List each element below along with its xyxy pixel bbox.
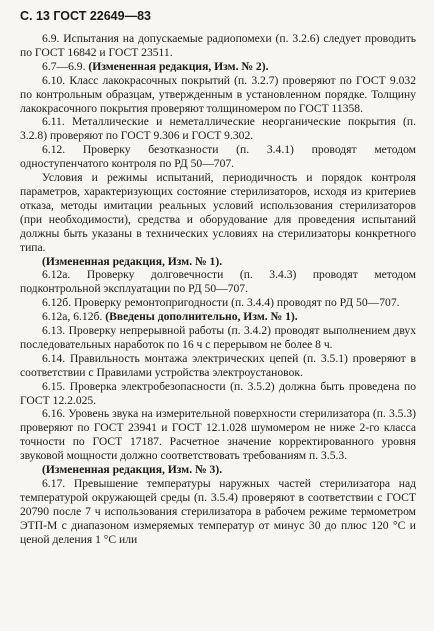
amendment-note-6-12a-6-12b [20,310,416,324]
paragraph-text: 6.14. Правильность монтажа электрических цепей (п. 3.5.1) проверяют в соответствии с Правилами устройства электроустановок. [20,351,416,379]
paragraph-6-12b [20,296,416,310]
paragraph-6-9 [20,32,416,60]
page-header: С. 13 ГОСТ 22649—83 [20,9,151,23]
paragraph-6-12 [20,143,416,171]
paragraph-text: 6.12б. Проверку ремонтопригодности (п. 3.4.4) проводят по РД 50—707. [42,296,400,310]
amendment-text: (Введены дополнительно, Изм. № 1). [105,310,298,324]
paragraph-6-14 [20,352,416,380]
amendment-note-3 [20,463,416,477]
paragraph-text: 6.9. Испытания на допускаемые радиопомехи (п. 3.2.6) следует проводить по ГОСТ 16842 и ГОСТ 23511. [20,32,416,59]
amendment-lead: 6.12a, 6.12б. [42,310,106,324]
amendment-text: (Измененная редакция, Изм. № 1). [42,254,223,268]
paragraph-6-15 [20,380,416,408]
paragraph-6-13 [20,324,416,352]
amendment-note-1 [20,255,416,269]
paragraph-text: 6.17. Превышение температуры наружных частей стерилизатора над температурой окружающей среды (п. 3.5.4) проверяют в соответствии с ГОСТ 20790 после 7 ч использования стерилизатора в рабочем режиме термометром ЭТП-М с диапазоном измеряемых температур от минус 30 до плюс 120 °С и ценой деления 1 °С или [20,477,416,546]
paragraph-text: 6.13. Проверку непрерывной работы (п. 3.4.2) проводят выполнением двух последовательных наработок по 16 ч с перерывом не более 8 ч. [20,324,416,351]
paragraph-text: Условия и режимы испытаний, периодичность и порядок контроля параметров, характеризующих состояние стерилизаторов, исходя из критериев отказа, методы имитации реальных условий использования стерилизаторов (при необходимости), средства и оборудование для проведения испытаний должны быть указаны в технических условиях на стерилизаторы конкретного типа. [20,171,416,254]
paragraph-text: 6.10. Класс лакокрасочных покрытий (п. 3.2.7) проверяют по ГОСТ 9.032 по контрольным образцам, утвержденным в установленном порядке. Толщину лакокрасочного покрытия проверяют толщиномером по ГОСТ 11358. [20,73,416,115]
paragraph-text: 6.15. Проверка электробезопасности (п. 3.5.2) должна быть проведена по ГОСТ 12.2.025. [20,379,416,407]
paragraph-6-11 [20,115,416,143]
amendment-text: (Измененная редакция, Изм. № 2). [88,59,269,73]
amendment-note-6-7-6-9 [20,60,416,74]
paragraph-text: 6.12a. Проверку долговечности (п. 3.4.3) проводят методом подконтрольной эксплуатации по РД 50—707. [20,268,416,296]
amendment-text: (Измененная редакция, Изм. № 3). [42,463,223,477]
paragraph-text: 6.16. Уровень звука на измерительной поверхности стерилизатора (п. 3.5.3) проверяют по ГОСТ 23941 и ГОСТ 12.1.028 шумомером не ниже 2-го класса точности по ГОСТ 17187. Расчетное значение корректированного уровня звуковой мощности должно соответствовать требованиям п. 3.5.3. [20,407,416,463]
amendment-lead: 6.7—6.9. [42,59,89,73]
paragraph-test-conditions [20,171,416,254]
paragraph-text: 6.12. Проверку безотказности (п. 3.4.1) проводят методом одноступенчатого контроля по РД 50—707. [20,143,416,171]
paragraph-6-17 [20,477,416,547]
paragraph-6-16 [20,407,416,463]
paragraph-6-10 [20,74,416,116]
paragraph-text: 6.11. Металлические и неметаллические неорганические покрытия (п. 3.2.8) проверяют по ГОСТ 9.306 и ГОСТ 9.302. [20,115,416,143]
paragraph-6-12a [20,268,416,296]
